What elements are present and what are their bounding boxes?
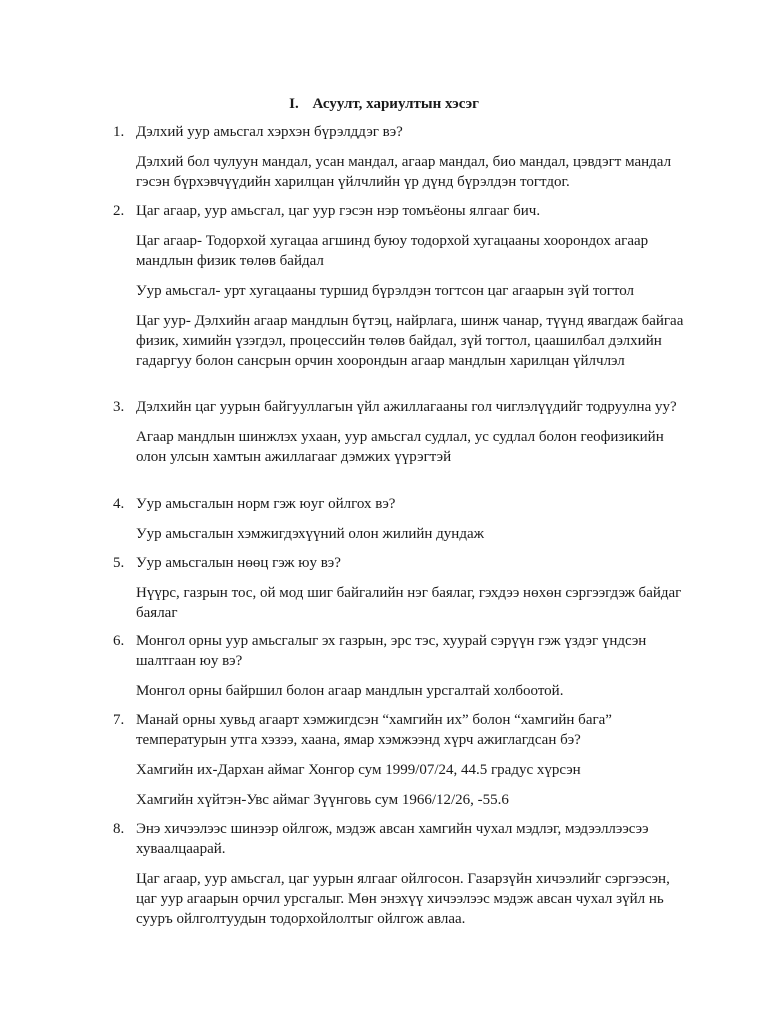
qa-item-6 [113, 631, 693, 701]
question-5 [113, 553, 693, 573]
question-number: 7. [113, 712, 125, 728]
qa-item-1 [113, 122, 693, 192]
question-1 [113, 122, 693, 142]
question-2 [113, 201, 693, 221]
question-number: 4. [113, 496, 125, 512]
question-text: Монгол орны уур амьсгалыг эх газрын, эрс тэс, хуурай сэрүүн гэж үздэг үндсэн шалтгаан юу вэ? [136, 633, 647, 669]
question-3 [113, 397, 693, 417]
answer-1-1: Дэлхий бол чулуун мандал, усан мандал, агаар мандал, био мандал, цэвдэгт мандал гэсэн бүрхэвчүүдийн харилцан үйлчлийн үр дүнд бүрэлдэн тогтдог. [136, 154, 672, 190]
section-title: Асуулт, хариултын хэсэг [312, 96, 479, 112]
question-6 [113, 631, 693, 671]
answer-7-1: Хамгийн их-Дархан аймаг Хонгор сум 1999/07/24, 44.5 градус хүрсэн [136, 762, 581, 778]
qa-item-2 [113, 201, 693, 371]
question-text: Дэлхий уур амьсгал хэрхэн бүрэлддэг вэ? [136, 124, 403, 140]
answer-2-3: Цаг уур- Дэлхийн агаар мандлын бүтэц, найрлага, шинж чанар, түүнд явагдаж байгаа физик, химийн үзэгдэл, процессийн төлөв байдал, зүй тогтол, цаашилбал дэлхийн гадаргуу болон сансрын орчин хоорондын агаар мандлын харилцан үйлчлэл [136, 313, 684, 369]
question-8 [113, 819, 693, 859]
answer-7-2: Хамгийн хүйтэн-Увс аймаг Зүүнговь сум 1966/12/26, -55.6 [136, 792, 509, 808]
qa-item-8 [113, 819, 693, 929]
question-text: Уур амьсгалын нөөц гэж юу вэ? [136, 555, 341, 571]
answer-2-2: Уур амьсгал- урт хугацааны туршид бүрэлдэн тогтсон цаг агаарын зүй тогтол [136, 283, 635, 299]
answer-6-1: Монгол орны байршил болон агаар мандлын урсгалтай холбоотой. [136, 683, 564, 699]
qa-item-3 [113, 397, 693, 467]
question-number: 5. [113, 555, 125, 571]
section-number: I. [289, 96, 299, 112]
answer-3-1: Агаар мандлын шинжлэх ухаан, уур амьсгал судлал, ус судлал болон геофизикийн олон улсын хамтын ажиллагааг дэмжих үүрэгтэй [136, 429, 664, 465]
question-text: Цаг агаар, уур амьсгал, цаг уур гэсэн нэр томъёоны ялгааг бич. [136, 203, 541, 219]
question-number: 8. [113, 821, 125, 837]
question-text: Дэлхийн цаг уурын байгууллагын үйл ажиллагааны гол чиглэлүүдийг тодруулна уу? [136, 399, 677, 415]
question-text: Уур амьсгалын норм гэж юуг ойлгох вэ? [136, 496, 396, 512]
qa-item-5 [113, 553, 693, 623]
section-heading [0, 94, 768, 114]
question-4 [113, 494, 693, 514]
qa-item-7 [113, 710, 693, 810]
qa-item-4 [113, 494, 693, 544]
answer-8-1: Цаг агаар, уур амьсгал, цаг уурын ялгааг ойлгосон. Газарзүйн хичээлийг сэргээсэн, цаг уур агаарын орчил урсгалыг. Мөн энэхүү хичээлээс мэдэж авсан чухал зүйл нь сууръ ойлголтуудын тодорхойлолтыг ойлгож авлаа. [136, 871, 670, 927]
question-number: 6. [113, 633, 125, 649]
answer-5-1: Нүүрс, газрын тос, ой мод шиг байгалийн нэг баялаг, гэхдээ нөхөн сэргээгдэж байдаг баялаг [136, 585, 682, 621]
question-text: Манай орны хувьд агаарт хэмжигдсэн “хамгийн их” болон “хамгийн бага” температурын утга хэзээ, хаана, ямар хэмжээнд хүрч ажиглагдсан бэ? [136, 712, 612, 748]
question-text: Энэ хичээлээс шинээр ойлгож, мэдэж авсан хамгийн чухал мэдлэг, мэдээллээсээ хуваалцаарай. [136, 821, 649, 857]
question-number: 1. [113, 124, 125, 140]
answer-4-1: Уур амьсгалын хэмжигдэхүүний олон жилийн дундаж [136, 526, 484, 542]
question-number: 2. [113, 203, 125, 219]
question-7 [113, 710, 693, 750]
answer-2-1: Цаг агаар- Тодорхой хугацаа агшинд буюу тодорхой хугацааны хоорондох агаар мандлын физик төлөв байдал [136, 233, 649, 269]
question-number: 3. [113, 399, 125, 415]
